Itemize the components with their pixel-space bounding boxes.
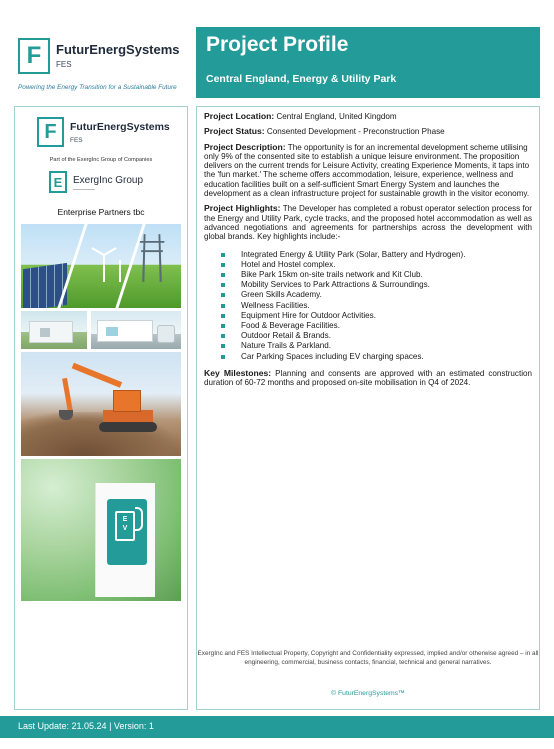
list-item: Outdoor Retail & Brands.	[221, 331, 532, 341]
excavator-photo	[21, 352, 181, 456]
key-milestones	[204, 369, 532, 388]
panel-fes-logo-mark	[37, 117, 64, 147]
panel-brand-short: FES	[70, 137, 83, 144]
brand-tagline: Powering the Energy Transition for a Sustainable Future	[18, 84, 177, 91]
project-status	[204, 127, 532, 136]
list-item: Hotel and Hostel complex.	[221, 260, 532, 270]
project-description	[204, 143, 532, 199]
wind-turbine-image	[119, 260, 121, 282]
exerginc-logo-mark	[49, 171, 67, 193]
list-item: Car Parking Spaces including EV charging spaces.	[221, 352, 532, 362]
exerginc-logo	[49, 171, 169, 197]
container-unit	[97, 320, 153, 342]
highlights-value: The Developer has completed a robust operator selection process for the Energy and Utility Park, cycle tracks, and the proposed hotel accommodation as well as advanced negotiations and agreements for partnerships across the development with global brands. Key highlights include:-	[204, 204, 532, 242]
location-label: Project Location:	[204, 111, 275, 121]
container-unit	[29, 321, 73, 343]
fes-logo-mark	[18, 38, 50, 74]
project-details	[204, 112, 532, 393]
battery-container-photo	[21, 311, 87, 349]
exerginc-underline	[73, 189, 95, 190]
footer-bar	[0, 716, 554, 738]
last-update-version: Last Update: 21.05.24 | Version: 1	[18, 721, 154, 731]
exerginc-name: ExergInc Group	[73, 175, 144, 186]
list-item: Green Skills Academy.	[221, 290, 532, 300]
ev-pump-letters: E V	[122, 516, 128, 532]
turbine-blade	[104, 247, 117, 256]
list-item: Equipment Hire for Outdoor Activities.	[221, 311, 532, 321]
project-highlights	[204, 204, 532, 241]
power-pylon-image	[142, 234, 162, 282]
excavator-cab	[113, 390, 141, 412]
milestones-value: Planning and consents are approved with an estimated construction duration of 60-72 months and proposed on-site mobilisation in Q4 of 2024.	[204, 368, 532, 388]
title-banner	[196, 27, 540, 98]
hydrogen-container-photo	[91, 311, 181, 349]
group-affiliation: Part of the ExergInc Group of Companies	[49, 157, 153, 163]
turbine-blade	[91, 247, 104, 256]
page-subtitle: Central England, Energy & Utility Park	[206, 73, 397, 85]
brand-name: FuturEnergSystems	[56, 42, 180, 57]
left-panel	[14, 106, 188, 710]
charging-hose-icon	[135, 507, 143, 531]
list-item: Wellness Facilities.	[221, 301, 532, 311]
excavator-boom	[72, 363, 122, 388]
fes-logo-letter: F	[26, 42, 42, 69]
list-item: Bike Park 15km on-site trails network and Kit Club.	[221, 270, 532, 280]
highlights-list	[221, 250, 532, 362]
project-location	[204, 112, 532, 121]
panel-fes-logo-letter: F	[44, 121, 57, 143]
description-label: Project Description:	[204, 141, 286, 152]
excavator-track	[99, 422, 157, 432]
excavator-bucket	[59, 410, 73, 420]
right-panel	[196, 106, 540, 710]
storage-tank	[157, 325, 175, 343]
list-item: Integrated Energy & Utility Park (Solar, Battery and Hydrogen).	[221, 250, 532, 260]
copyright-notice: © FuturEnergSystems™	[331, 690, 405, 697]
enterprise-partners: Enterprise Partners tbc	[57, 207, 145, 217]
location-value: Central England, United Kingdom	[276, 112, 397, 121]
highlights-label: Project Highlights:	[204, 203, 281, 214]
brand-short: FES	[56, 60, 72, 69]
ev-charger-photo	[21, 459, 181, 601]
panel-fes-logo	[37, 117, 187, 157]
list-item: Mobility Services to Park Attractions & Surroundings.	[221, 280, 532, 290]
legal-notice: ExergInc and FES Intellectual Property, Copyright and Confidentiality expressed, implied and/or otherwise agreed – in all engineering, commercial, business contacts, financial, technical and general narratives.	[197, 650, 539, 666]
status-value: Consented Development - Preconstruction Phase	[266, 127, 445, 137]
dirt-mound	[21, 412, 181, 456]
turbine-blade	[103, 255, 105, 269]
panel-brand-name: FuturEnergSystems	[70, 121, 170, 133]
list-item: Nature Trails & Parkland.	[221, 341, 532, 351]
excavator-arm	[62, 378, 73, 412]
milestones-label: Key Milestones:	[204, 367, 272, 378]
header-logo	[14, 36, 194, 96]
exerginc-logo-letter: E	[53, 174, 63, 190]
description-value: The opportunity is for an incremental development scheme utilising only 9% of the consented site to establish a unique leisure environment. The proposition delivers on the current trends for Leisure Activity, creating Experience Moments, it taps into the 'fun market.' The scheme offers accommodation, leisure, experience, wellness and education facilities built on a self-sufficient Smart Energy System and launches the development as a clean infrastructure project for sustainable growth in the visitor economy.	[204, 142, 530, 199]
status-label: Project Status:	[204, 126, 265, 137]
page-title: Project Profile	[206, 33, 349, 56]
list-item: Food & Beverage Facilities.	[221, 321, 532, 331]
solar-wind-photo	[21, 224, 181, 308]
